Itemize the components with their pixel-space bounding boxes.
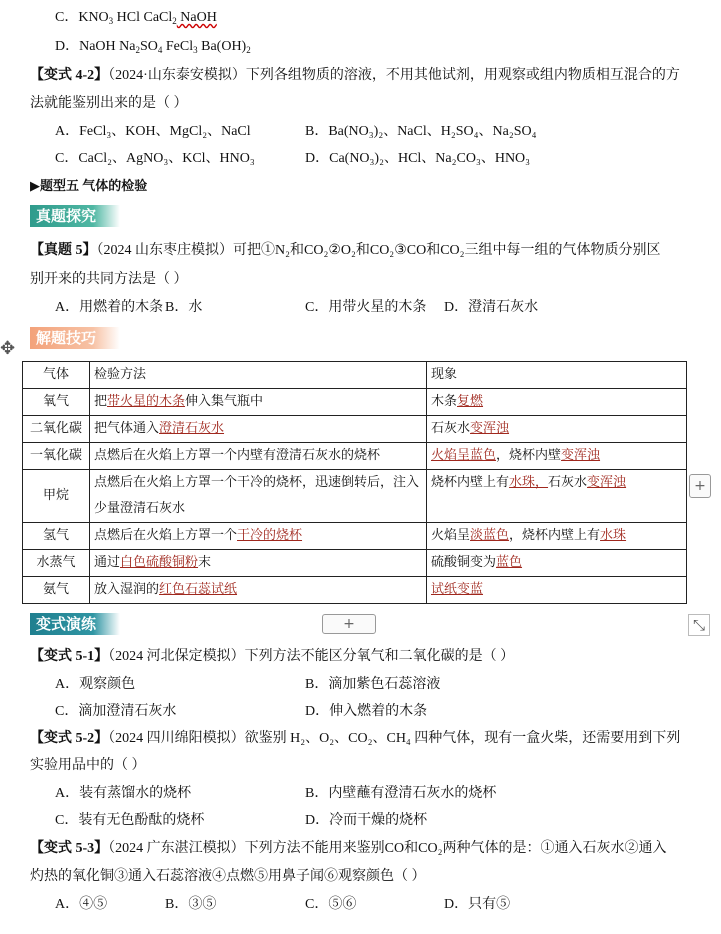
question-5-line2: 别开来的共同方法是（ ）	[30, 272, 188, 287]
table-row	[23, 523, 687, 550]
method-cell: 通过白色硫酸铜粉末	[90, 550, 427, 577]
gas-test-table	[22, 361, 687, 604]
phenomenon-cell: 火焰呈淡蓝色，烧杯内壁上有水珠	[427, 523, 687, 550]
table-row	[23, 550, 687, 577]
question-5-1-line1: 【变式 5-1】（2024 河北保定模拟）下列方法不能区分氧气和二氧化碳的是（ ）	[30, 649, 515, 664]
header-gas: 气体	[23, 362, 90, 389]
gas-cell: 氨气	[23, 577, 90, 604]
gas-cell: 一氧化碳	[23, 443, 90, 470]
q51-option-b: B．滴加紫色石蕊溶液	[305, 677, 441, 692]
banner-bianshi: 变式演练	[30, 613, 120, 635]
method-cell: 把气体通入澄清石灰水	[90, 416, 427, 443]
method-cell: 点燃后在火焰上方罩一个干冷的烧杯	[90, 523, 427, 550]
option-c-top: C．$KNO_3$ HCl CaCl$_2$ NaOH	[55, 10, 217, 26]
gas-cell: 氧气	[23, 389, 90, 416]
add-column-button[interactable]: +	[689, 474, 711, 498]
option-d-top: D．NaOH $Na_2SO_4$ FeCl$_3$ $Ba(OH)_2$	[55, 39, 251, 55]
banner-jieti: 解题技巧	[30, 327, 120, 349]
q53-option-d: D．只有⑤	[444, 897, 511, 912]
method-cell: 把带火星的木条伸入集气瓶中	[90, 389, 427, 416]
question-5-3-line2: 灼热的氧化铜③通入石蕊溶液④点燃⑤用鼻子闻⑥观察颜色（ ）	[30, 869, 426, 884]
question-5-2-line2: 实验用品中的（ ）	[30, 758, 146, 773]
move-icon[interactable]: ✥	[0, 338, 16, 359]
q51-option-a: A．观察颜色	[55, 677, 136, 692]
q51-option-d: D．伸入燃着的木条	[305, 704, 428, 719]
method-cell: 点燃后在火焰上方罩一个干冷的烧杯，迅速倒转后，注入少量澄清石灰水	[90, 470, 427, 523]
question-5-line1: 【真题 5】（2024 山东枣庄模拟）可把①N₂和CO₂②O₂和CO₂③CO和CO₂三组中每一组的气体物质分别区	[30, 243, 661, 258]
add-row-button[interactable]: +	[322, 614, 376, 634]
q53-option-a: A．④⑤	[55, 897, 108, 912]
table-row	[23, 416, 687, 443]
q53-option-c: C．⑤⑥	[305, 897, 357, 912]
table-header-row	[23, 362, 687, 389]
q51-option-c: C．滴加澄清石灰水	[55, 704, 177, 719]
question-4-2-line2: 法就能鉴别出来的是（ ）	[30, 96, 188, 111]
method-cell: 放入湿润的红色石蕊试纸	[90, 577, 427, 604]
option-a: A．FeCl₃、KOH、MgCl₂、NaCl	[55, 124, 251, 139]
table-row	[23, 470, 687, 523]
table-row	[23, 577, 687, 604]
option-b: B．Ba(NO₃)₂、NaCl、H₂SO₄、Na₂SO₄	[305, 124, 537, 139]
q52-option-c: C．装有无色酚酞的烧杯	[55, 813, 205, 828]
question-4-2-line1: 【变式 4-2】（2024·山东泰安模拟）下列各组物质的溶液，不用其他试剂，用观察或组内物质相互混合的方	[30, 68, 680, 83]
header-phenomenon: 现象	[427, 362, 687, 389]
phenomenon-cell: 硫酸铜变为蓝色	[427, 550, 687, 577]
resize-icon[interactable]: ⤡	[688, 614, 710, 636]
phenomenon-cell: 石灰水变浑浊	[427, 416, 687, 443]
phenomenon-cell: 火焰呈蓝色，烧杯内壁变浑浊	[427, 443, 687, 470]
gas-cell: 氢气	[23, 523, 90, 550]
q5-option-b: B．水	[165, 300, 203, 315]
question-5-2-line1: 【变式 5-2】（2024 四川绵阳模拟）欲鉴别 H₂、O₂、CO₂、CH₄ 四种气体，现有一盒火柴，还需要用到下列	[30, 731, 681, 746]
table-row	[23, 389, 687, 416]
phenomenon-cell: 烧杯内壁上有水珠，石灰水变浑浊	[427, 470, 687, 523]
q52-option-b: B．内壁蘸有澄清石灰水的烧杯	[305, 786, 497, 801]
method-cell: 点燃后在火焰上方罩一个内壁有澄清石灰水的烧杯	[90, 443, 427, 470]
q53-option-b: B．③⑤	[165, 897, 217, 912]
phenomenon-cell: 试纸变蓝	[427, 577, 687, 604]
q5-option-d: D．澄清石灰水	[444, 300, 539, 315]
gas-cell: 甲烷	[23, 470, 90, 523]
option-d: D．Ca(NO₃)₂、HCl、Na₂CO₃、HNO₃	[305, 151, 531, 166]
phenomenon-cell: 木条复燃	[427, 389, 687, 416]
banner-zhenti: 真题探究	[30, 205, 120, 227]
q52-option-a: A．装有蒸馏水的烧杯	[55, 786, 192, 801]
header-method: 检验方法	[90, 362, 427, 389]
q5-option-a: A．用燃着的木条	[55, 300, 164, 315]
gas-cell: 二氧化碳	[23, 416, 90, 443]
option-c: C．CaCl₂、AgNO₃、KCl、HNO₃	[55, 151, 255, 166]
gas-cell: 水蒸气	[23, 550, 90, 577]
question-5-3-line1: 【变式 5-3】（2024 广东湛江模拟）下列方法不能用来鉴别CO和CO₂两种气体的是：①通入石灰水②通入	[30, 841, 667, 856]
q5-option-c: C．用带火星的木条	[305, 300, 427, 315]
table-row	[23, 443, 687, 470]
section-title: ▶题型五 气体的检验	[30, 178, 148, 193]
q52-option-d: D．冷而干燥的烧杯	[305, 813, 428, 828]
